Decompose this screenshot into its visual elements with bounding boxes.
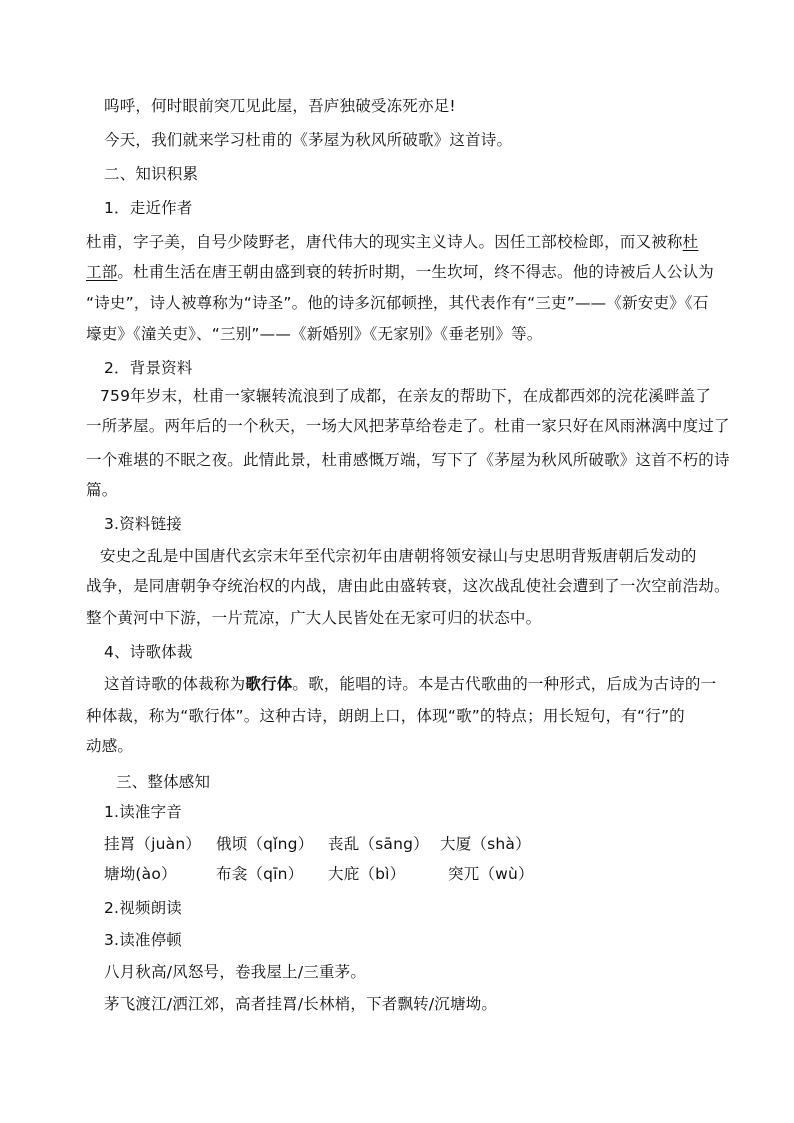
background-paragraph-line: 一个难堪的不眠之夜。此情此景，杜甫感慨万端，写下了《茅屋为秋风所破歌》这首不朽的诗 [86,451,730,469]
subheading-genre: 4、诗歌体裁 [104,643,193,661]
author-text: 。杜甫生活在唐王朝由盛到衰的转折时期，一生坎坷，终不得志。他的诗被后人公认为 [117,263,715,281]
poem-pause-line: 茅飞渡江/洒江郊，高者挂罥/长林梢，下者飘转/沉塘坳。 [104,995,498,1013]
pronunciation-item: 布衾（qīn） [216,865,304,883]
genre-text: 这首诗歌的体裁称为 [104,675,246,693]
section-heading-knowledge: 二、知识积累 [104,165,199,183]
subheading-pronunciation: 1.读准字音 [104,803,182,821]
background-paragraph-line: 篇。 [86,481,118,499]
materials-paragraph-line: 战争，是同唐朝争夺统治权的内战，唐由此由盛转衰，这次战乱使社会遭到了一次空前浩劫。 [86,577,730,595]
poem-pause-line: 八月秋高/风怒号，卷我屋上/三重茅。 [104,963,367,981]
genre-text: 。歌，能唱的诗。本是古代歌曲的一种形式，后成为古诗的一 [292,675,717,693]
author-text: 杜甫，字子美，自号少陵野老，唐代伟大的现实主义诗人。因任工部校检郎，而又被称 [86,233,683,251]
subheading-video-reading: 2.视频朗读 [104,899,182,917]
pronunciation-item: 俄顷（qǐng） [216,835,314,853]
pronunciation-item: 大厦（shà） [440,835,531,853]
pronunciation-item: 挂罥（juàn） [104,835,202,853]
section-heading-overall: 三、整体感知 [116,773,211,791]
pronunciation-item: 大庇（bì） [328,865,406,883]
background-paragraph-line: 759年岁末，杜甫一家辗转流浪到了成都，在亲友的帮助下，在成都西郊的浣花溪畔盖了 [100,387,712,405]
background-paragraph-line: 一所茅屋。两年后的一个秋天，一场大风把茅草给卷走了。杜甫一家只好在风雨淋漓中度过了 [86,417,730,435]
author-paragraph-line: “诗史”，诗人被尊称为“诗圣”。他的诗多沉郁顿挫，其代表作有“三吏”——《新安吏》《石 [86,294,709,312]
pronunciation-item: 丧乱（sāng） [328,835,429,853]
author-paragraph-line [86,262,714,282]
genre-paragraph-line: 种体裁，称为“歌行体”。这种古诗，朗朗上口，体现“歌”的特点；用长短句，有“行”的 [86,707,685,725]
subheading-author: 1．走近作者 [104,199,193,217]
poem-line: 呜呼，何时眼前突兀见此屋，吾庐独破受冻死亦足! [104,97,456,115]
genre-term-bold: 歌行体 [245,675,293,693]
author-paragraph-line: 壕吏》《潼关吏》、“三别”——《新婚别》《无家别》《垂老别》等。 [86,325,543,343]
genre-paragraph-line [104,674,716,694]
author-paragraph-line [86,232,698,252]
intro-sentence: 今天，我们就来学习杜甫的《茅屋为秋风所破歌》这首诗。 [104,131,513,149]
materials-paragraph-line: 安史之乱是中国唐代玄宗末年至代宗初年由唐朝将领安禄山与史思明背叛唐朝后发动的 [100,547,697,565]
subheading-pauses: 3.读准停顿 [104,931,182,949]
genre-paragraph-line: 动感。 [86,737,134,755]
subheading-background: 2．背景资料 [104,359,193,377]
pronunciation-item: 突兀（wù） [448,865,534,883]
subheading-materials: 3.资料链接 [104,515,182,533]
materials-paragraph-line: 整个黄河中下游，一片荒凉，广大人民皆处在无家可归的状态中。 [86,609,542,627]
du-gongbu-underlined: 工部 [86,263,118,281]
du-gongbu-underlined: 杜 [682,233,699,251]
pronunciation-item: 塘坳(ào） [104,865,177,883]
